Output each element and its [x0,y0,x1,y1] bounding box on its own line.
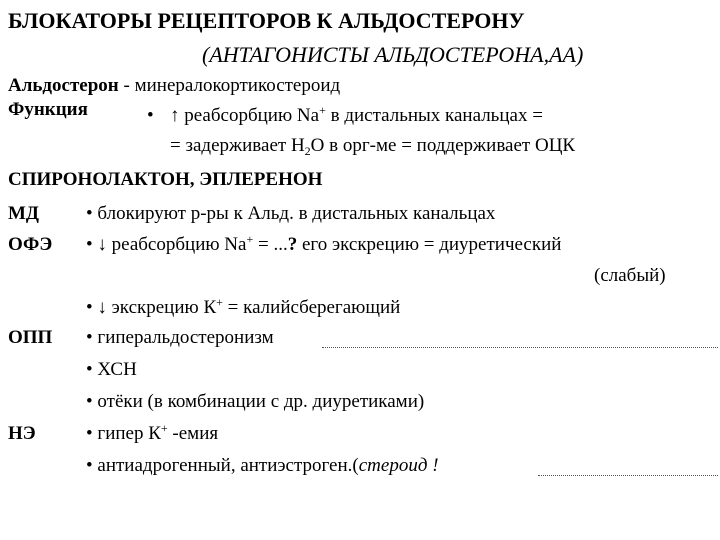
ofe-label: ОФЭ [8,234,53,255]
superscript-plus: + [216,295,223,309]
subscript-two: 2 [304,144,311,158]
ne-item-1-tail: -емия [167,423,219,444]
function-line-1-tail: в дистальных канальцах = [325,105,543,126]
ne-item-1 [86,422,218,446]
ofe-line-1-tail: его экскрецию = диуретический [297,234,562,255]
opp-item: • ХСН [86,359,137,380]
opp-item: • отёки (в комбинации с др. диуретиками) [86,391,425,412]
drugs-heading: СПИРОНОЛАКТОН, ЭПЛЕРЕНОН [8,169,323,190]
function-line-1-text: реабсорбцию Na [179,105,320,126]
ofe-line-2-text: экскрецию К [106,297,217,318]
superscript-plus: + [319,103,326,117]
superscript-plus: + [160,421,168,435]
opp-label: ОПП [8,327,53,348]
function-line-1 [170,104,543,128]
arrow-down-icon: • ↓ [86,297,107,318]
ofe-line-1-mid: = ... [253,234,288,255]
arrow-up-icon: ↑ [170,105,180,126]
function-bullet: • [147,105,154,126]
page-subtitle: (АНТАГОНИСТЫ АЛЬДОСТЕРОНА,АА) [202,42,584,67]
ofe-line-1-continuation: (слабый) [594,265,666,286]
aldosterone-definition [8,74,340,98]
md-text: • блокируют р-ры к Альд. в дистальных канальцах [86,203,496,224]
arrow-down-icon: • ↓ [86,234,107,255]
aldosterone-term: Альдостерон [8,75,119,96]
ne-item-2 [86,454,439,478]
ne-label: НЭ [8,423,36,444]
ofe-line-2 [86,296,400,320]
ofe-line-1-text: реабсорбцию Na [106,234,247,255]
md-label: МД [8,203,40,224]
ne-item-2-italic: стероид ! [358,455,439,476]
ofe-line-2-tail: = калийсберегающий [222,297,401,318]
ofe-line-1 [86,233,561,257]
superscript-plus: + [246,232,254,246]
question-mark: ? [287,234,298,255]
ne-item-2-text: • антиадрогенный, антиэстроген.( [86,455,359,476]
ne-item-1-text: • гипер К [86,423,161,444]
dotted-rule [322,347,718,348]
page-title: БЛОКАТОРЫ РЕЦЕПТОРОВ К АЛЬДОСТЕРОНУ [8,8,525,33]
function-label: Функция [8,99,88,120]
aldosterone-definition-text: - минералокортикостероид [118,75,341,96]
dotted-rule [538,475,718,476]
opp-item: • гиперальдостеронизм [86,327,274,348]
function-line-2-text: = задерживает H [170,135,305,156]
function-line-2-tail: O в орг-ме = поддерживает ОЦК [310,135,576,156]
function-line-2 [170,134,575,158]
